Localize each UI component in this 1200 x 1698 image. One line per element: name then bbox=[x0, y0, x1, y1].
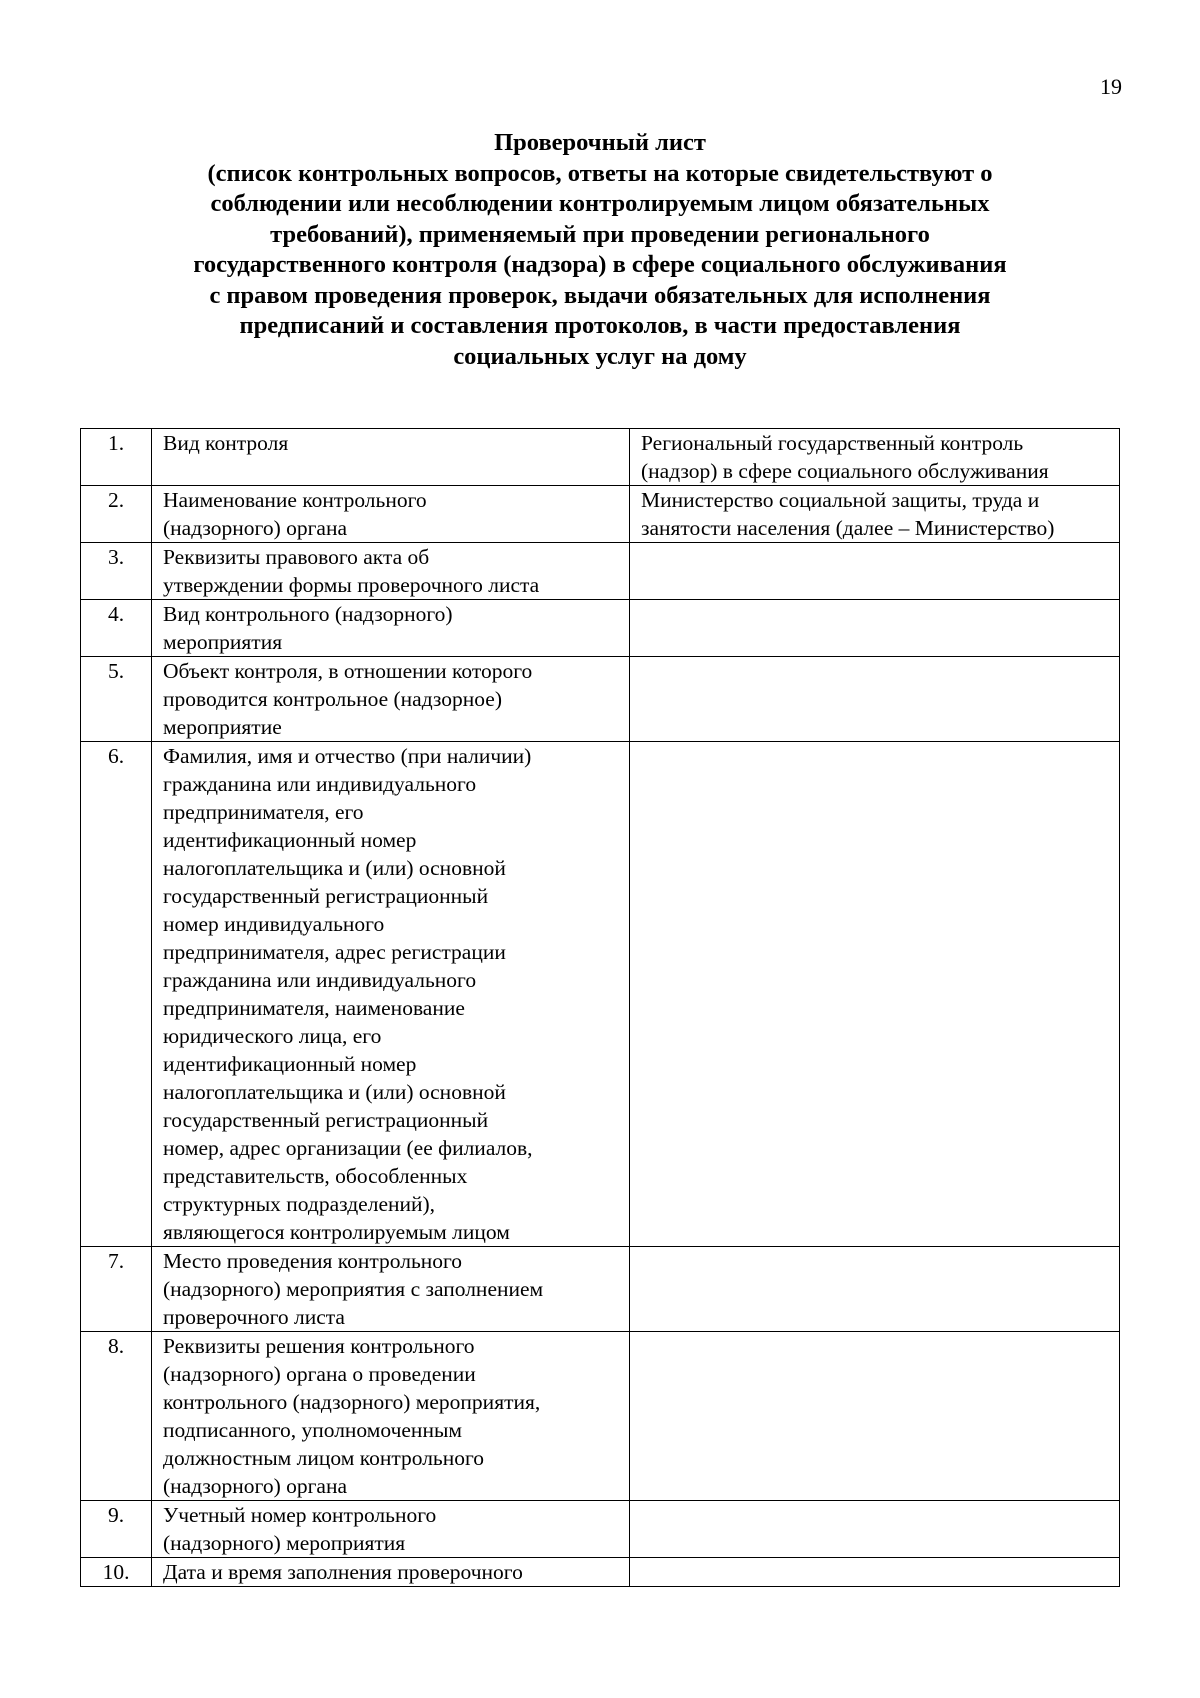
title-line: социальных услуг на дому bbox=[453, 342, 747, 370]
question-text-line: предпринимателя, адрес регистрации bbox=[163, 940, 506, 964]
table-row bbox=[81, 1332, 1120, 1501]
question-cell bbox=[152, 543, 630, 600]
question-text-line: Реквизиты правового акта об bbox=[163, 545, 430, 569]
row-number: 4. bbox=[81, 600, 152, 657]
question-text-line: мероприятия bbox=[163, 630, 283, 654]
question-text-line: идентификационный номер bbox=[163, 1052, 417, 1076]
answer-cell bbox=[630, 1332, 1120, 1501]
title-line: Проверочный лист bbox=[494, 129, 706, 156]
question-text-line: Фамилия, имя и отчество (при наличии) bbox=[163, 744, 532, 768]
question-text-line: проводится контрольное (надзорное) bbox=[163, 687, 503, 711]
row-number: 7. bbox=[81, 1247, 152, 1332]
question-cell bbox=[152, 600, 630, 657]
row-number: 8. bbox=[81, 1332, 152, 1501]
document-title bbox=[80, 128, 1120, 372]
question-text-line: должностным лицом контрольного bbox=[163, 1446, 485, 1470]
table-row bbox=[81, 1558, 1120, 1587]
question-cell bbox=[152, 657, 630, 742]
answer-cell bbox=[630, 429, 1120, 486]
question-text-line: номер, адрес организации (ее филиалов, bbox=[163, 1136, 533, 1160]
question-text-line: Вид контроля bbox=[163, 431, 289, 455]
question-text-line: налогоплательщика и (или) основной bbox=[163, 856, 506, 880]
question-text-line: Дата и время заполнения проверочного bbox=[163, 1560, 523, 1584]
question-text-line: налогоплательщика и (или) основной bbox=[163, 1080, 506, 1104]
question-text-line: контрольного (надзорного) мероприятия, bbox=[163, 1390, 541, 1414]
question-text-line: гражданина или индивидуального bbox=[163, 968, 477, 992]
table-row bbox=[81, 1501, 1120, 1558]
checklist-body bbox=[81, 429, 1120, 1587]
question-text-line: Реквизиты решения контрольного bbox=[163, 1334, 475, 1358]
answer-cell bbox=[630, 1501, 1120, 1558]
answer-text-line: занятости населения (далее – Министерство) bbox=[641, 516, 1055, 540]
answer-cell bbox=[630, 1247, 1120, 1332]
question-text-line: идентификационный номер bbox=[163, 828, 417, 852]
question-text-line: подписанного, уполномоченным bbox=[163, 1418, 462, 1442]
table-row bbox=[81, 543, 1120, 600]
table-row bbox=[81, 429, 1120, 486]
answer-cell bbox=[630, 742, 1120, 1247]
row-number: 2. bbox=[81, 486, 152, 543]
table-row bbox=[81, 486, 1120, 543]
question-text-line: (надзорного) органа bbox=[163, 1474, 348, 1498]
question-text-line: предпринимателя, его bbox=[163, 800, 364, 824]
title-line: предписаний и составления протоколов, в части предоставления bbox=[239, 312, 961, 339]
row-number: 1. bbox=[81, 429, 152, 486]
question-text-line: Наименование контрольного bbox=[163, 488, 427, 512]
question-text-line: Учетный номер контрольного bbox=[163, 1503, 437, 1527]
table-row bbox=[81, 1247, 1120, 1332]
question-text-line: Место проведения контрольного bbox=[163, 1249, 463, 1273]
answer-cell bbox=[630, 657, 1120, 742]
question-text-line: предпринимателя, наименование bbox=[163, 996, 465, 1020]
row-number: 10. bbox=[81, 1558, 152, 1587]
answer-cell bbox=[630, 1558, 1120, 1587]
answer-text-line: Региональный государственный контроль bbox=[641, 431, 1024, 455]
question-text-line: Вид контрольного (надзорного) bbox=[163, 602, 453, 626]
question-text-line: мероприятие bbox=[163, 715, 282, 739]
question-text-line: (надзорного) мероприятия bbox=[163, 1531, 406, 1555]
page-number: 19 bbox=[1100, 74, 1122, 99]
question-text-line: государственный регистрационный bbox=[163, 884, 489, 908]
table-row bbox=[81, 600, 1120, 657]
question-text-line: (надзорного) органа о проведении bbox=[163, 1362, 476, 1386]
question-text-line: являющегося контролируемым лицом bbox=[163, 1220, 510, 1244]
question-text-line: (надзорного) органа bbox=[163, 516, 348, 540]
answer-cell bbox=[630, 486, 1120, 543]
question-text-line: проверочного листа bbox=[163, 1305, 345, 1329]
answer-cell bbox=[630, 543, 1120, 600]
answer-cell bbox=[630, 600, 1120, 657]
question-cell bbox=[152, 1558, 630, 1587]
answer-text-line: (надзор) в сфере социального обслуживания bbox=[641, 459, 1049, 483]
question-text-line: гражданина или индивидуального bbox=[163, 772, 477, 796]
question-cell bbox=[152, 1501, 630, 1558]
title-line: (список контрольных вопросов, ответы на которые свидетельствуют о bbox=[207, 159, 993, 187]
question-cell bbox=[152, 429, 630, 486]
checklist-table bbox=[80, 428, 1120, 1587]
title-line: соблюдении или несоблюдении контролируемым лицом обязательных bbox=[210, 190, 990, 217]
title-line: государственного контроля (надзора) в сфере социального обслуживания bbox=[193, 251, 1007, 278]
title-line: с правом проведения проверок, выдачи обязательных для исполнения bbox=[209, 281, 991, 309]
question-text-line: юридического лица, его bbox=[163, 1024, 382, 1048]
row-number: 6. bbox=[81, 742, 152, 1247]
question-text-line: Объект контроля, в отношении которого bbox=[163, 659, 533, 683]
answer-text-line: Министерство социальной защиты, труда и bbox=[641, 488, 1040, 512]
question-text-line: (надзорного) мероприятия с заполнением bbox=[163, 1277, 544, 1301]
question-cell bbox=[152, 1247, 630, 1332]
row-number: 3. bbox=[81, 543, 152, 600]
table-row bbox=[81, 657, 1120, 742]
question-text-line: утверждении формы проверочного листа bbox=[163, 573, 540, 597]
question-cell bbox=[152, 1332, 630, 1501]
question-text-line: номер индивидуального bbox=[163, 912, 385, 936]
title-line: требований), применяемый при проведении регионального bbox=[270, 220, 930, 248]
table-row bbox=[81, 742, 1120, 1247]
question-text-line: представительств, обособленных bbox=[163, 1164, 468, 1188]
question-text-line: государственный регистрационный bbox=[163, 1108, 489, 1132]
row-number: 5. bbox=[81, 657, 152, 742]
question-cell bbox=[152, 742, 630, 1247]
question-text-line: структурных подразделений), bbox=[163, 1192, 436, 1216]
question-cell bbox=[152, 486, 630, 543]
row-number: 9. bbox=[81, 1501, 152, 1558]
